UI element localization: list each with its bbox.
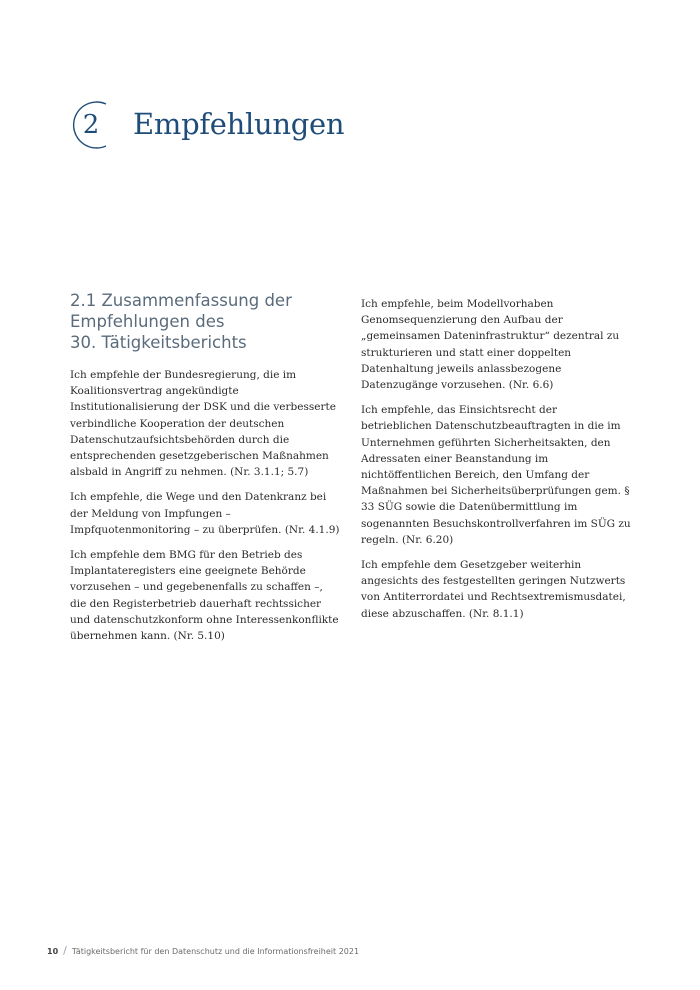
- chapter-number: 2: [82, 110, 100, 140]
- recommendation-paragraph: Ich empfehle dem BMG für den Betrieb des Implantateregisters eine geeignete Behörde vorzusehen – und gegebenenfalls zu schaffen –, die den Registerbetrieb dauerhaft rechtssicher und datenschutzkonform ohne Interessenkonflikte übernehmen kann. (Nr. 5.10): [70, 549, 339, 643]
- section-heading-line: 2.1 Zusammenfassung der: [70, 291, 292, 310]
- left-column: [70, 290, 342, 653]
- page-number: 10: [47, 947, 59, 956]
- recommendation-paragraph: Ich empfehle dem Gesetzgeber weiterhin angesichts des festgestellten geringen Nutzwerts von Antiterrordatei und Rechtsextremismusdatei, diese abzuschaffen. (Nr. 8.1.1): [361, 559, 626, 620]
- chapter-title: Empfehlungen: [133, 107, 345, 141]
- recommendation-paragraph: Ich empfehle, die Wege und den Datenkranz bei der Meldung von Impfungen – Impfquotenmonitoring – zu überprüfen. (Nr. 4.1.9): [70, 491, 340, 536]
- right-column: [361, 296, 631, 631]
- recommendation-paragraph: Ich empfehle der Bundesregierung, die im Koalitionsvertrag angekündigte Institutionalisierung der DSK und die verbesserte verbindliche Kooperation der deutschen Datenschutzaufsichtsbehörden durch die entsprechenden gesetzgeberischen Maßnahmen alsbald in Angriff zu nehmen. (Nr. 3.1.1; 5.7): [70, 369, 336, 479]
- section-heading-line: Empfehlungen des: [70, 312, 225, 331]
- section-heading: [70, 290, 342, 353]
- section-heading-line: 30. Tätigkeitsberichts: [70, 333, 247, 352]
- recommendation-paragraph: Ich empfehle, beim Modellvorhaben Genomsequenzierung den Aufbau der „gemeinsamen Dateninfrastruktur“ dezentral zu strukturieren und statt einer doppelten Datenhaltung jeweils anlassbezogene Datenzugänge vorzusehen. (Nr. 6.6): [361, 298, 620, 392]
- page-footer: [47, 944, 359, 957]
- recommendation-paragraph: Ich empfehle, das Einsichtsrecht der betrieblichen Datenschutzbeauftragten in die im Unternehmen geführten Sicherheitsakten, den Adressaten einer Beanstandung im nichtöffentlichen Bereich, den Umfang der Maßnahmen bei Sicherheitsüberprüfungen gem. § 33 SÜG sowie die Datenübermittlung im sogenannten Besuchskontrollverfahren im SÜG zu regeln. (Nr. 6.20): [361, 404, 631, 546]
- footer-separator: /: [63, 944, 67, 957]
- footer-title: Tätigkeitsbericht für den Datenschutz und die Informationsfreiheit 2021: [71, 947, 360, 956]
